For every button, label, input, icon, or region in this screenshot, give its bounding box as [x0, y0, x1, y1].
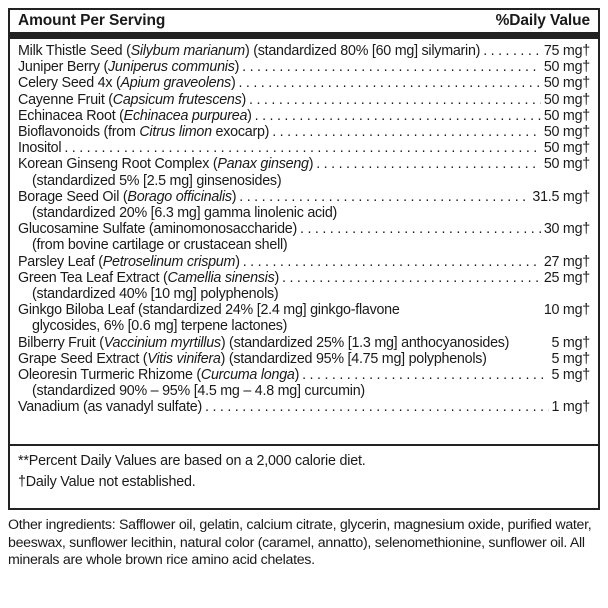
dot-leader: [249, 92, 541, 108]
ingredient-name: [18, 302, 400, 318]
ingredient-line: [18, 254, 590, 270]
ingredient-latin-name: Juniperus communis: [108, 59, 235, 76]
ingredient-row: [18, 351, 590, 367]
dot-leader: [302, 367, 548, 383]
ingredient-name-suffix: ): [235, 253, 240, 270]
ingredient-name: [18, 189, 236, 205]
dot-leader: [238, 75, 540, 91]
ingredient-name-suffix: ) (standardized 95% [4.75 mg] polyphenols): [220, 350, 487, 367]
ingredient-name: [18, 59, 239, 75]
ingredient-latin-name: Silybum marianum: [130, 43, 245, 59]
ingredient-latin-name: Camellia sinensis: [167, 269, 275, 286]
ingredient-detail: (from bovine cartilage or crustacean shell): [32, 237, 288, 254]
ingredient-name-suffix: ) (standardized 80% [60 mg] silymarin): [244, 43, 481, 59]
ingredient-name-text: Vanadium (as vanadyl sulfate): [18, 399, 203, 416]
daily-value-heading: %Daily Value: [495, 12, 590, 29]
ingredient-amount: 50 mg†: [543, 107, 590, 124]
ingredient-line: [18, 124, 590, 140]
dot-leader: [243, 254, 541, 270]
ingredient-name: [18, 108, 252, 124]
ingredient-line: [18, 302, 590, 318]
ingredient-name-text: Parsley Leaf (: [18, 253, 103, 270]
footnote-daily-values: **Percent Daily Values are based on a 2,000 calorie diet.: [18, 453, 366, 469]
ingredient-latin-name: Petroselinum crispum: [102, 253, 236, 270]
ingredient-row: [18, 43, 590, 59]
ingredient-name: [18, 156, 313, 172]
ingredient-name-suffix: ): [247, 107, 252, 124]
ingredient-row: [18, 108, 590, 124]
ingredient-line: [18, 92, 590, 108]
ingredient-name-text: Korean Ginseng Root Complex (: [18, 156, 218, 173]
ingredient-latin-name: Echinacea purpurea: [123, 107, 248, 124]
ingredient-name-text: Bilberry Fruit (: [18, 334, 104, 351]
ingredient-name: [18, 124, 269, 140]
ingredient-line: [18, 270, 590, 286]
ingredient-name-text: Oleoresin Turmeric Rhizome (: [18, 367, 201, 384]
ingredient-detail: (standardized 40% [10 mg] polyphenols): [32, 286, 279, 303]
ingredient-name-text: Grape Seed Extract (: [18, 350, 148, 367]
ingredient-detail: (standardized 5% [2.5 mg] ginsenosides): [32, 172, 282, 189]
dot-leader: [239, 189, 529, 205]
ingredient-name-text: Borage Seed Oil (: [18, 188, 128, 205]
ingredient-latin-name: Apium graveolens: [120, 75, 231, 92]
ingredient-name: [18, 140, 61, 156]
ingredient-amount: 50 mg†: [543, 75, 590, 92]
ingredient-name: [18, 75, 235, 91]
dot-leader: [316, 156, 541, 172]
ingredient-row: [18, 254, 590, 270]
ingredient-name-suffix: ): [234, 59, 240, 76]
ingredient-name-suffix: ) (standardized 25% [1.3 mg] anthocyanosides): [220, 334, 510, 351]
ingredient-name-suffix: ): [308, 156, 314, 173]
ingredient-line: [18, 140, 590, 156]
ingredient-name: [18, 254, 240, 270]
ingredient-latin-name: Panax ginseng: [217, 156, 309, 173]
ingredient-name-text: Ginkgo Biloba Leaf (standardized 24% [2.4 mg] ginkgo-flavone: [18, 302, 400, 319]
ingredient-latin-name: Vaccinium myrtillus: [103, 334, 221, 351]
ingredient-name-text: Bioflavonoids (from: [18, 124, 140, 141]
ingredient-line: [18, 156, 590, 172]
ingredient-name: [18, 399, 202, 415]
ingredient-name: [18, 351, 487, 367]
ingredient-name: [18, 43, 480, 59]
ingredient-line: [18, 189, 590, 205]
ingredient-line: [18, 59, 590, 75]
ingredient-detail: glycosides, 6% [0.6 mg] terpene lactones): [32, 318, 288, 335]
ingredient-amount: 1 mg†: [551, 399, 590, 416]
ingredient-name-text: Celery Seed 4x (: [18, 75, 121, 92]
ingredient-name: [18, 270, 279, 286]
amount-per-serving-heading: Amount Per Serving: [18, 12, 166, 29]
ingredient-name-suffix: exocarp): [211, 124, 270, 141]
ingredient-latin-name: Vitis vinifera: [147, 350, 221, 367]
ingredient-name-text: Glucosamine Sulfate (aminomonosaccharide): [18, 221, 298, 238]
ingredient-row: [18, 399, 590, 415]
ingredient-amount: 50 mg†: [543, 140, 590, 157]
dot-leader: [64, 140, 541, 156]
supplement-facts-panel: [8, 8, 600, 510]
ingredient-amount: 50 mg†: [543, 59, 590, 76]
ingredient-line: [18, 367, 590, 383]
ingredient-row: [18, 367, 590, 399]
other-ingredients: Other ingredients: Safflower oil, gelatin, calcium citrate, glycerin, magnesium oxide, purified water, beeswax, sunflower lecithin, natural color (caramel, annatto), selenomethionine, sunflower oil. All minerals are whole brown rice amino acid chelates.: [8, 517, 592, 568]
ingredient-name: [18, 92, 246, 108]
ingredient-amount: 5 mg†: [551, 367, 590, 384]
ingredient-latin-name: Capsicum frutescens: [112, 91, 242, 108]
ingredient-line: [18, 43, 590, 59]
ingredient-row: [18, 189, 590, 221]
ingredient-amount: 27 mg†: [543, 253, 590, 270]
ingredient-amount: 31.5 mg†: [532, 188, 590, 205]
ingredient-line: [18, 221, 590, 237]
ingredient-detail: (standardized 20% [6.3 mg] gamma linolenic acid): [32, 205, 338, 222]
ingredient-amount: 50 mg†: [543, 124, 590, 141]
ingredient-line: [18, 108, 590, 124]
dot-leader: [205, 399, 548, 415]
ingredient-name-text: Inositol: [18, 140, 62, 157]
ingredient-name-suffix: ): [230, 75, 236, 92]
ingredient-amount: 5 mg†: [551, 334, 590, 351]
ingredient-row: [18, 270, 590, 302]
ingredient-name-text: Cayenne Fruit (: [18, 91, 113, 108]
ingredient-name-suffix: ): [231, 188, 237, 205]
ingredient-amount: 25 mg†: [543, 269, 590, 286]
ingredient-name: [18, 367, 299, 383]
dot-leader: [282, 270, 541, 286]
ingredient-row: [18, 59, 590, 75]
ingredient-row: [18, 302, 590, 334]
ingredient-detail: (standardized 90% – 95% [4.5 mg – 4.8 mg] curcumin): [32, 383, 365, 400]
ingredient-amount: 75 mg†: [543, 43, 590, 59]
ingredient-name: [18, 335, 509, 351]
footnotes: [18, 451, 366, 493]
ingredient-latin-name: Borago officinalis: [127, 188, 232, 205]
ingredient-name-suffix: ): [274, 269, 280, 286]
ingredient-line: [18, 335, 590, 351]
dot-leader: [242, 59, 541, 75]
ingredient-name-suffix: ): [294, 367, 300, 384]
ingredient-amount: 10 mg†: [543, 302, 590, 319]
ingredient-amount: 50 mg†: [543, 91, 590, 108]
ingredient-row: [18, 221, 590, 253]
ingredient-amount: 50 mg†: [543, 156, 590, 173]
ingredient-name-text: Milk Thistle Seed (: [18, 43, 131, 59]
ingredient-line: [18, 75, 590, 91]
ingredient-name-text: Juniper Berry (: [18, 59, 109, 76]
ingredient-row: [18, 75, 590, 91]
ingredient-row: [18, 156, 590, 188]
ingredient-row: [18, 335, 590, 351]
table-header: [10, 10, 598, 39]
ingredient-name: [18, 221, 297, 237]
dot-leader: [255, 108, 541, 124]
ingredient-latin-name: Citrus limon: [139, 124, 212, 141]
ingredient-latin-name: Curcuma longa: [200, 367, 295, 384]
ingredient-amount: 30 mg†: [543, 221, 590, 238]
footnote-not-established: †Daily Value not established.: [18, 474, 196, 490]
ingredient-name-text: Echinacea Root (: [18, 107, 124, 124]
dot-leader: [483, 43, 541, 59]
ingredient-row: [18, 92, 590, 108]
dot-leader: [272, 124, 541, 140]
ingredient-name-text: Green Tea Leaf Extract (: [18, 269, 168, 286]
ingredient-list: [10, 39, 598, 416]
ingredient-line: [18, 351, 590, 367]
ingredient-line: [18, 399, 590, 415]
ingredient-name-suffix: ): [241, 91, 247, 108]
footnote-divider: [10, 444, 598, 446]
ingredient-row: [18, 140, 590, 156]
ingredient-row: [18, 124, 590, 140]
ingredient-amount: 5 mg†: [551, 350, 590, 367]
dot-leader: [300, 221, 541, 237]
